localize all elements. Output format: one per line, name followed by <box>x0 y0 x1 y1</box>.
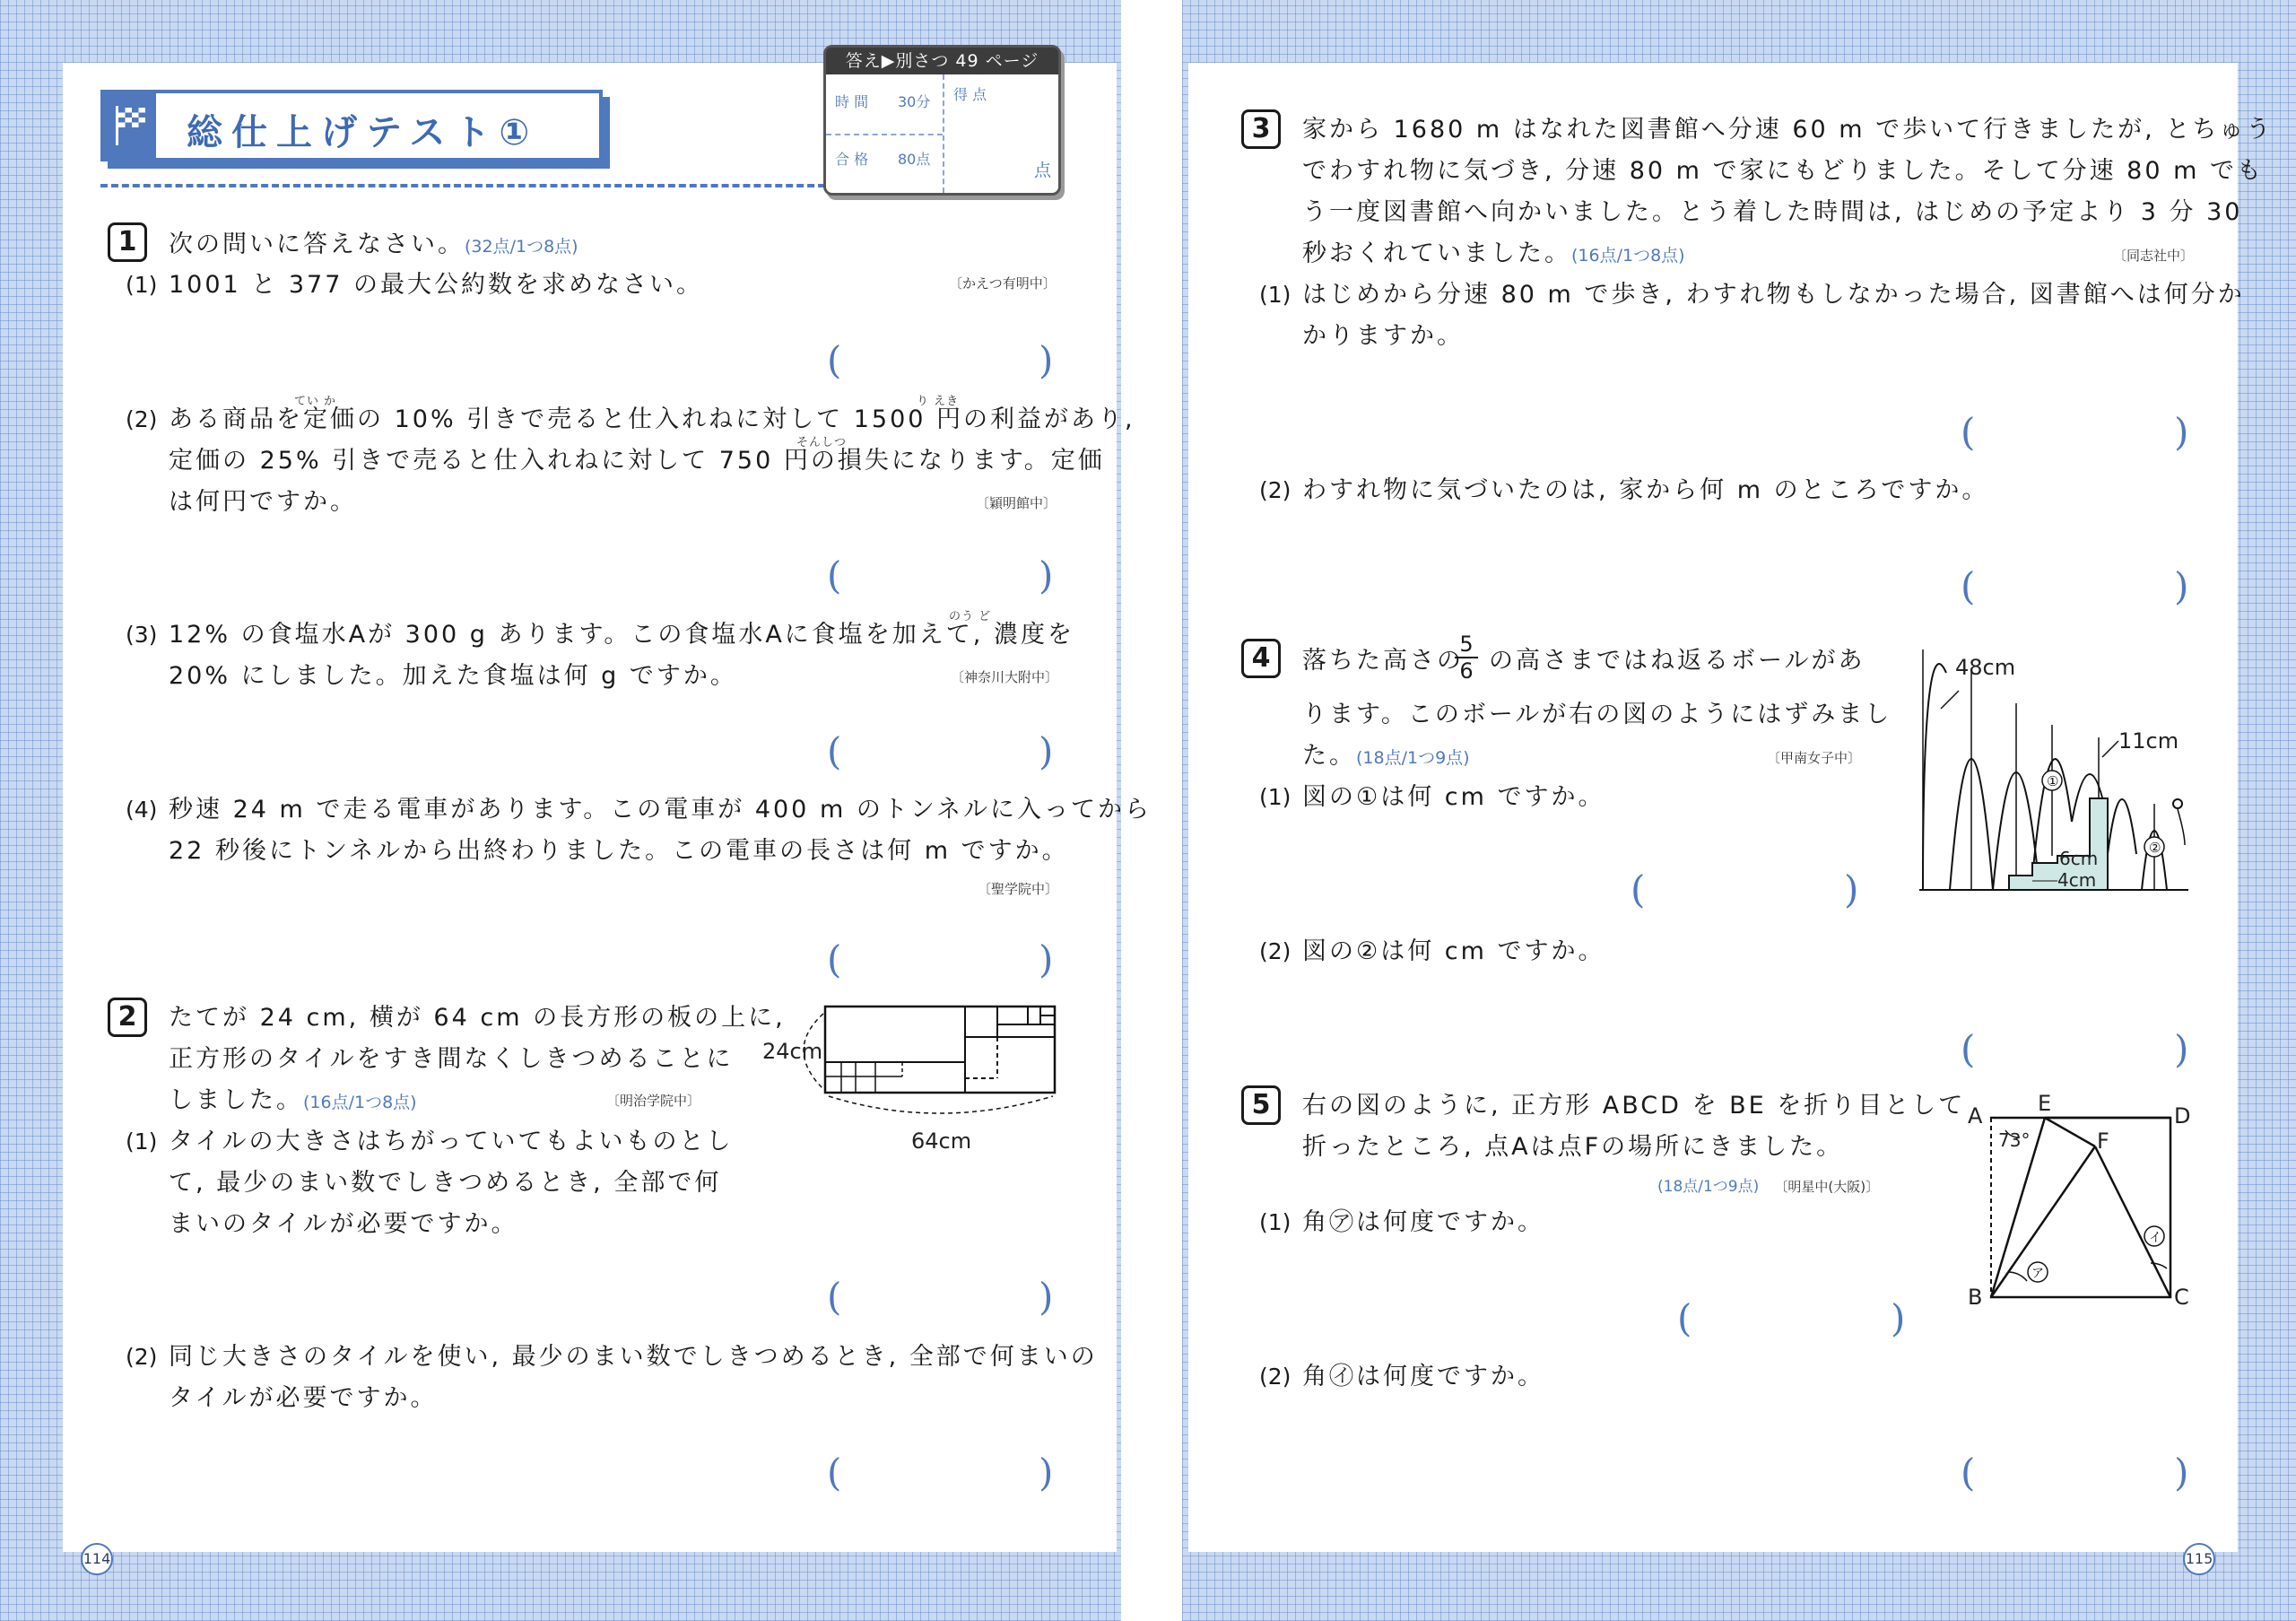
q1-3-source: 〔神奈川大附中〕 <box>951 669 1059 685</box>
score-box <box>823 45 1061 196</box>
page-title: 総仕上げテスト① <box>187 112 539 153</box>
q1-1-number: (1) <box>126 272 158 298</box>
q1-2-source: 〔穎明館中〕 <box>976 495 1057 511</box>
q3-source: 〔同志社中〕 <box>2113 248 2195 264</box>
bounce-top-label: 48cm <box>1955 655 2016 680</box>
q1-1-text: 1001 と 377 の最大公約数を求めなさい。 <box>169 271 703 299</box>
q5-2-answer-close[interactable]: ) <box>2174 1451 2189 1495</box>
folded-square-diagram <box>1955 1093 2197 1308</box>
score-label: 得 点 <box>953 86 987 103</box>
q1-4-line-2: 22 秒後にトンネルから出終わりました。この電車の長さは何 m ですか。 <box>169 837 1069 865</box>
vertex-c: C <box>2174 1285 2189 1308</box>
question-4-number: 4 <box>1241 639 1281 678</box>
q4-source: 〔甲南女子中〕 <box>1767 750 1862 766</box>
q1-4-number: (4) <box>126 797 158 823</box>
q3-1-answer-close[interactable]: ) <box>2174 410 2189 454</box>
question-1-number: 1 <box>108 222 147 262</box>
q1-3-number: (3) <box>126 622 158 648</box>
q3-1-line-1: はじめから分速 80 m で歩き, わすれ物もしなかった場合, 図書館へは何分か <box>1302 281 2245 309</box>
bouncing-ball-diagram <box>1910 637 2197 902</box>
q1-4-answer-open[interactable]: ( <box>827 937 842 981</box>
q2-2-answer-close[interactable]: ) <box>1039 1451 1054 1495</box>
ruby-noudo: のう ど <box>949 610 992 623</box>
q5-line-2: 折ったところ, 点Aは点Fの場所にきました。 <box>1302 1133 1844 1161</box>
score-unit: 点 <box>1034 161 1052 180</box>
q4-line-1-post: の高さまではね返るボールがあ <box>1489 647 1866 675</box>
q2-1-line-3: まいのタイルが必要ですか。 <box>169 1210 518 1238</box>
q1-2-line-2: 定価の 25% 引きで売ると仕入れねに対して 750 円の損失になります。定価 <box>169 447 1105 475</box>
q1-2-answer-open[interactable]: ( <box>827 553 842 597</box>
q2-line-1: たてが 24 cm, 横が 64 cm の長方形の板の上に, <box>169 1004 786 1032</box>
q5-1-answer-open[interactable]: ( <box>1677 1296 1692 1340</box>
q2-line-3 <box>169 1080 417 1123</box>
q3-2-answer-open[interactable]: ( <box>1961 564 1976 608</box>
q1-3-line-1: 12% の食塩水Aが 300 g あります。この食塩水Aに食塩を加えて, 濃度を <box>169 621 1074 649</box>
q2-points: (16点/1つ8点) <box>303 1093 417 1112</box>
pass-label: 合 格 <box>835 151 869 168</box>
q1-4-answer-close[interactable]: ) <box>1039 937 1054 981</box>
q5-source: 〔明星中(大阪)〕 <box>1774 1179 1880 1195</box>
q4-1-answer-open[interactable]: ( <box>1631 867 1646 911</box>
q1-2-number: (2) <box>126 406 158 432</box>
question-3-number: 3 <box>1241 109 1281 149</box>
q1-points: (32点/1つ8点) <box>465 237 578 257</box>
q2-line-3-text: しました。 <box>169 1086 303 1114</box>
q1-2-line-1: ある商品を定価の 10% 引きで売ると仕入れねに対して 1500 円の利益があり, <box>169 405 1135 433</box>
ruby-sonshitsu: そんしつ <box>796 436 848 449</box>
angle-73: 73° <box>1998 1129 2031 1151</box>
q3-line-3: う一度図書館へ向かいました。とう着した時間は, はじめの予定より 3 分 30 <box>1302 198 2243 226</box>
q4-1-line-1: 図の①は何 cm ですか。 <box>1302 783 1605 811</box>
vertex-a: A <box>1968 1103 1983 1129</box>
q5-1-line-1: 角㋐は何度ですか。 <box>1302 1208 1544 1236</box>
q3-line-4 <box>1302 233 1685 276</box>
question-2-number: 2 <box>108 998 147 1037</box>
angle-mark-a: ア <box>2031 1267 2044 1281</box>
q2-1-line-2: て, 最少のまい数でしきつめるとき, 全部で何 <box>169 1169 722 1197</box>
q1-3-answer-open[interactable]: ( <box>827 729 842 773</box>
q1-instruction-text: 次の問いに答えなさい。 <box>169 231 465 258</box>
q1-1-source: 〔かえつ有明中〕 <box>949 275 1057 292</box>
q1-4-source: 〔聖学院中〕 <box>978 881 1059 897</box>
tile-height-label: 24cm <box>762 1039 823 1064</box>
q2-1-answer-close[interactable]: ) <box>1039 1275 1054 1319</box>
q2-1-number: (1) <box>126 1129 158 1155</box>
bounce-right-label: 11cm <box>2118 728 2179 754</box>
q1-2-line-3: は何円ですか。 <box>169 488 357 516</box>
q1-2-answer-close[interactable]: ) <box>1039 553 1054 597</box>
q5-line-1: 右の図のように, 正方形 ABCD を BE を折り目として <box>1302 1092 1966 1120</box>
q3-line-2: でわすれ物に気づき, 分速 80 m で家にもどりました。そして分速 80 m でも <box>1302 157 2264 185</box>
q1-3-line-2: 20% にしました。加えた食塩は何 g ですか。 <box>169 662 737 690</box>
q5-2-answer-open[interactable]: ( <box>1961 1451 1976 1495</box>
q4-fraction <box>1455 632 1478 684</box>
q4-2-answer-close[interactable]: ) <box>2174 1027 2189 1071</box>
q3-points: (16点/1つ8点) <box>1571 246 1685 266</box>
q3-1-number: (1) <box>1259 282 1292 308</box>
q4-2-line-1: 図の②は何 cm ですか。 <box>1302 937 1605 965</box>
answer-reference: 答え▶別さつ 49 ページ <box>826 48 1058 74</box>
right-page-number: 115 <box>2183 1543 2215 1575</box>
vertex-e: E <box>2038 1093 2052 1116</box>
title-divider <box>100 184 836 187</box>
q5-2-number: (2) <box>1259 1364 1292 1390</box>
time-label: 時 間 <box>835 93 869 110</box>
q5-2-line-1: 角㋑は何度ですか。 <box>1302 1363 1544 1390</box>
vertex-b: B <box>1968 1285 1983 1308</box>
q3-2-number: (2) <box>1259 477 1292 503</box>
q1-4-line-1: 秒速 24 m で走る電車があります。この電車が 400 m のトンネルに入ってから <box>169 796 1152 824</box>
q2-2-answer-open[interactable]: ( <box>827 1451 842 1495</box>
score-divider <box>943 74 944 193</box>
time-value: 30分 <box>898 93 931 110</box>
angle-mark-i: イ <box>2149 1231 2161 1245</box>
q5-1-answer-close[interactable]: ) <box>1891 1296 1906 1340</box>
q3-1-answer-open[interactable]: ( <box>1961 410 1976 454</box>
score-divider-h <box>826 134 943 135</box>
q3-line-4-text: 秒おくれていました。 <box>1302 240 1571 267</box>
question-5-number: 5 <box>1241 1085 1281 1125</box>
q1-1-answer-close[interactable]: ) <box>1039 338 1054 382</box>
bounce-mark-2: ② <box>2149 840 2161 856</box>
q4-points: (18点/1つ9点) <box>1356 748 1470 768</box>
ruby-teika: てい か <box>294 395 337 408</box>
tile-width-label: 64cm <box>911 1129 972 1154</box>
q4-fraction-numerator: 5 <box>1459 632 1474 657</box>
vertex-f: F <box>2097 1129 2109 1154</box>
tile-diagram <box>759 996 1064 1166</box>
q2-2-line-1: 同じ大きさのタイルを使い, 最少のまい数でしきつめるとき, 全部で何まいの <box>169 1343 1098 1371</box>
q4-2-number: (2) <box>1259 938 1292 964</box>
vertex-d: D <box>2174 1103 2191 1129</box>
q5-points: (18点/1つ9点) <box>1657 1178 1760 1196</box>
q2-1-line-1: タイルの大きさはちがっていてもよいものとし <box>169 1128 734 1155</box>
q3-2-line-1: わすれ物に気づいたのは, 家から何 m のところですか。 <box>1302 476 1989 504</box>
q4-1-answer-close[interactable]: ) <box>1844 867 1859 911</box>
q2-line-2: 正方形のタイルをすき間なくしきつめることに <box>169 1045 734 1073</box>
ruby-rieki: り えき <box>917 395 960 408</box>
left-page-number: 114 <box>81 1543 113 1575</box>
q1-instruction <box>169 224 578 267</box>
q4-1-number: (1) <box>1259 784 1292 810</box>
q2-2-number: (2) <box>126 1344 158 1370</box>
q3-2-answer-close[interactable]: ) <box>2174 564 2189 608</box>
q1-3-answer-close[interactable]: ) <box>1039 729 1054 773</box>
q1-1-answer-open[interactable]: ( <box>827 338 842 382</box>
title-banner <box>100 90 603 161</box>
q4-line-1-pre: 落ちた高さの <box>1302 647 1464 675</box>
bounce-mark-1: ① <box>2047 773 2059 789</box>
q4-line-3-text: た。 <box>1302 742 1356 770</box>
q3-line-1: 家から 1680 m はなれた図書館へ分速 60 m で歩いて行きましたが, とちゅう <box>1302 116 2274 144</box>
bounce-step-label-1: 6cm <box>2059 848 2099 869</box>
q5-1-number: (1) <box>1259 1209 1292 1235</box>
q4-line-2: ります。このボールが右の図のようにはずみまし <box>1302 701 1892 728</box>
checkered-flag-icon <box>104 93 156 158</box>
q4-2-answer-open[interactable]: ( <box>1961 1027 1976 1071</box>
q4-fraction-denominator: 6 <box>1455 657 1478 684</box>
q4-line-3 <box>1302 736 1470 779</box>
pass-value: 80点 <box>898 151 931 168</box>
q3-1-line-2: かりますか。 <box>1302 322 1464 350</box>
q5-points-source <box>1657 1173 1879 1196</box>
q2-2-line-2: タイルが必要ですか。 <box>169 1384 438 1412</box>
q2-1-answer-open[interactable]: ( <box>827 1275 842 1319</box>
q2-source: 〔明治学院中〕 <box>606 1093 701 1109</box>
bounce-step-label-2: 4cm <box>2057 869 2097 891</box>
